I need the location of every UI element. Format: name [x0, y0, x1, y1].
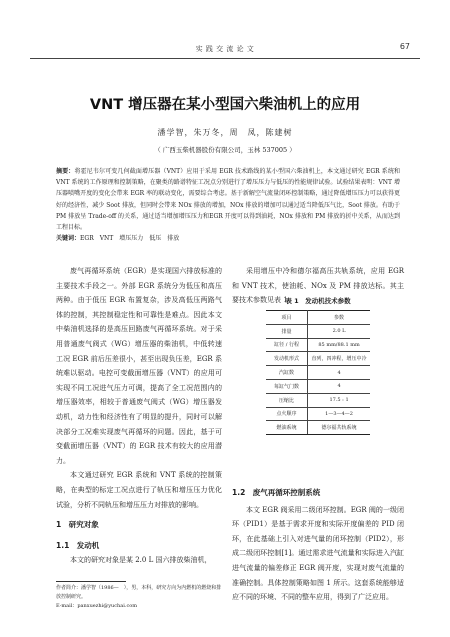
engine-paragraph-cont: 采用增压中冷和德尔福高压共轨系统，应用 EGR 和 VNT 技术，使油耗、NOx 及 PM 排放达标。其主要技术参数见表 1。 [232, 267, 404, 305]
table-header-item: 项目 [266, 311, 308, 325]
footnote [56, 584, 226, 611]
table-header-row [266, 311, 370, 325]
page-number: 67 [399, 42, 410, 51]
author-bio: 作者简介：潘学智（1986— ），男，本科，研究方向为内燃机的燃烧和排放控制研究。 [56, 585, 222, 600]
section-heading-1-1: 1.1 发动机 [56, 540, 100, 550]
header-rule [30, 58, 420, 59]
table-cell: 缸径 / 行程 [266, 338, 308, 352]
intro-paragraph-2: 本文通过研究 EGR 系统和 VNT 系统的控制策略，在典型的标定工况点进行了轨压和增压压力优化试验，分析不同轨压和增压压力对排放的影响。 [56, 471, 222, 509]
table-cell: 4 [308, 379, 370, 393]
table-row [266, 324, 370, 338]
affiliation: （ 广西玉柴机器股份有限公司，玉林 537005 ） [154, 146, 296, 154]
section-heading-1: 1 研究对象 [56, 520, 99, 530]
table-cell: 燃油系统 [266, 421, 308, 435]
table-cell: 排量 [266, 324, 308, 338]
table-cell: 17.5 : 1 [308, 393, 370, 407]
table-cell: 85 mm/88.1 mm [308, 338, 370, 352]
abstract-label: 摘要： [56, 168, 75, 175]
egr-control-paragraph: 本文 EGR 阀采用二级闭环控制。EGR 阀的一级闭环（PID1）是基于需求开度和实际开度偏差的 PID 闭环，在此基础上引入对进气量的闭环控制（PID2），形成二级闭环控制[1]。通过需求进气流量和实际进入汽缸进气流量的偏差修正 EGR 阀开度，实现对废气流量的准确控制。具体控制策略如图 1 所示。这套系统能够适应不同的环境、不同的整车应用，得到了广泛应用。 [232, 505, 404, 602]
right-column-bottom [232, 486, 404, 605]
table-header-value: 参数 [308, 311, 370, 325]
table-cell: 压缩比 [266, 393, 308, 407]
paper-title: VNT 增压器在某小型国六柴油机上的应用 [89, 97, 361, 113]
keywords-label: 关键词： [56, 235, 81, 243]
footnote-rule [56, 581, 126, 582]
table-caption: 表 1 发动机技术参数 [285, 297, 351, 305]
table-cell: 2.0 L [308, 324, 370, 338]
running-head: 实 践 交 流 论 文 [195, 45, 255, 53]
table-cell: 发动机形式 [266, 352, 308, 366]
left-column [56, 264, 222, 568]
keywords-text: EGR VNT 增压压力 低压 排放 [80, 235, 180, 243]
table-cell: 汽缸数 [266, 366, 308, 380]
table-cell: 点火顺序 [266, 407, 308, 421]
table-row [266, 338, 370, 352]
engine-paragraph: 本文的研究对象是某 2.0 L 国六排放柴油机， [70, 556, 212, 565]
intro-paragraph-1: 废气再循环系统（EGR）是实现国六排放标准的主要技术手段之一。外部 EGR 系统分为低压和高压两种。由于低压 EGR 布置复杂，涉及高低压两路气体的控制，其控制稳定性和可靠性是难点。因此本文中柴油机选择的是高压回路废气再循环系统。对于采用普通废气阀式（WG）增压器的柴油机，中低转速工况 EGR 前后压差很小，甚至出现负压差，EGR 系统难以驱动。电控可变截面增压器（VNT）的应用可实现不同工况进气压力可调，提高了全工况范围内的增压器效率，相较于普通废气阀式（WG）增压器发动机，动力性和经济性有了明显的提升，同时可以解决部分工况难实现废气再循环的问题。因此，基于可变截面增压器（VNT）的 EGR 技术有较大的应用潜力。 [56, 267, 222, 465]
table-row [266, 352, 370, 366]
table-row [266, 393, 370, 407]
table-row [266, 421, 370, 435]
authors: 潘学智，朱万冬，周 凤，陈建树 [157, 128, 293, 137]
table-cell: 1—3—4—2 [308, 407, 370, 421]
table-row [266, 366, 370, 380]
table-cell: 4 [308, 366, 370, 380]
table-row [266, 379, 370, 393]
section-heading-1-2: 1.2 废气再循环控制系统 [232, 488, 321, 497]
keywords-paragraph [56, 233, 400, 244]
table-row [266, 407, 370, 421]
engine-spec-table [266, 310, 370, 435]
author-email: E-mail：panxuezhi@yuchai.com [56, 603, 137, 609]
table-cell: 每缸气门数 [266, 379, 308, 393]
abstract-text: 将霍尼韦尔可变几何截面增压器（VNT）应用于采用 EGR 技术路线的某小型国六柴油机上，本文通过研究 EGR 系统和 VNT 系统的工作原理和控制策略，在聚类的路谱特征工况点分别进行了增压压力与低压的性能规律试验。试验结果表明：VNT 增压器喷嘴开度的变化会带来 EGR 率的联动变化，需要综合考虑。基于新解空气流量闭环控制策略，通过降低增压压力可以获得更好的经济性，减少 Soot 排放，但同时会带来 NOx 排放的增加，NOx 排放的增加可以通过适当降低压气比，Soot 排放。有助于 PM 排放呈 Trade-off 的关系，通过适当增加增压压力和EGR 开度可以得到油耗，NOx 排放和 PM 排放的折中关系，从而达到工程目标。 [56, 168, 400, 232]
table-cell: 德尔福共轨系统 [308, 421, 370, 435]
abstract-paragraph [56, 166, 400, 233]
table-cell: 直列，四冲程，增压中冷 [308, 352, 370, 366]
abstract-block [56, 166, 400, 244]
